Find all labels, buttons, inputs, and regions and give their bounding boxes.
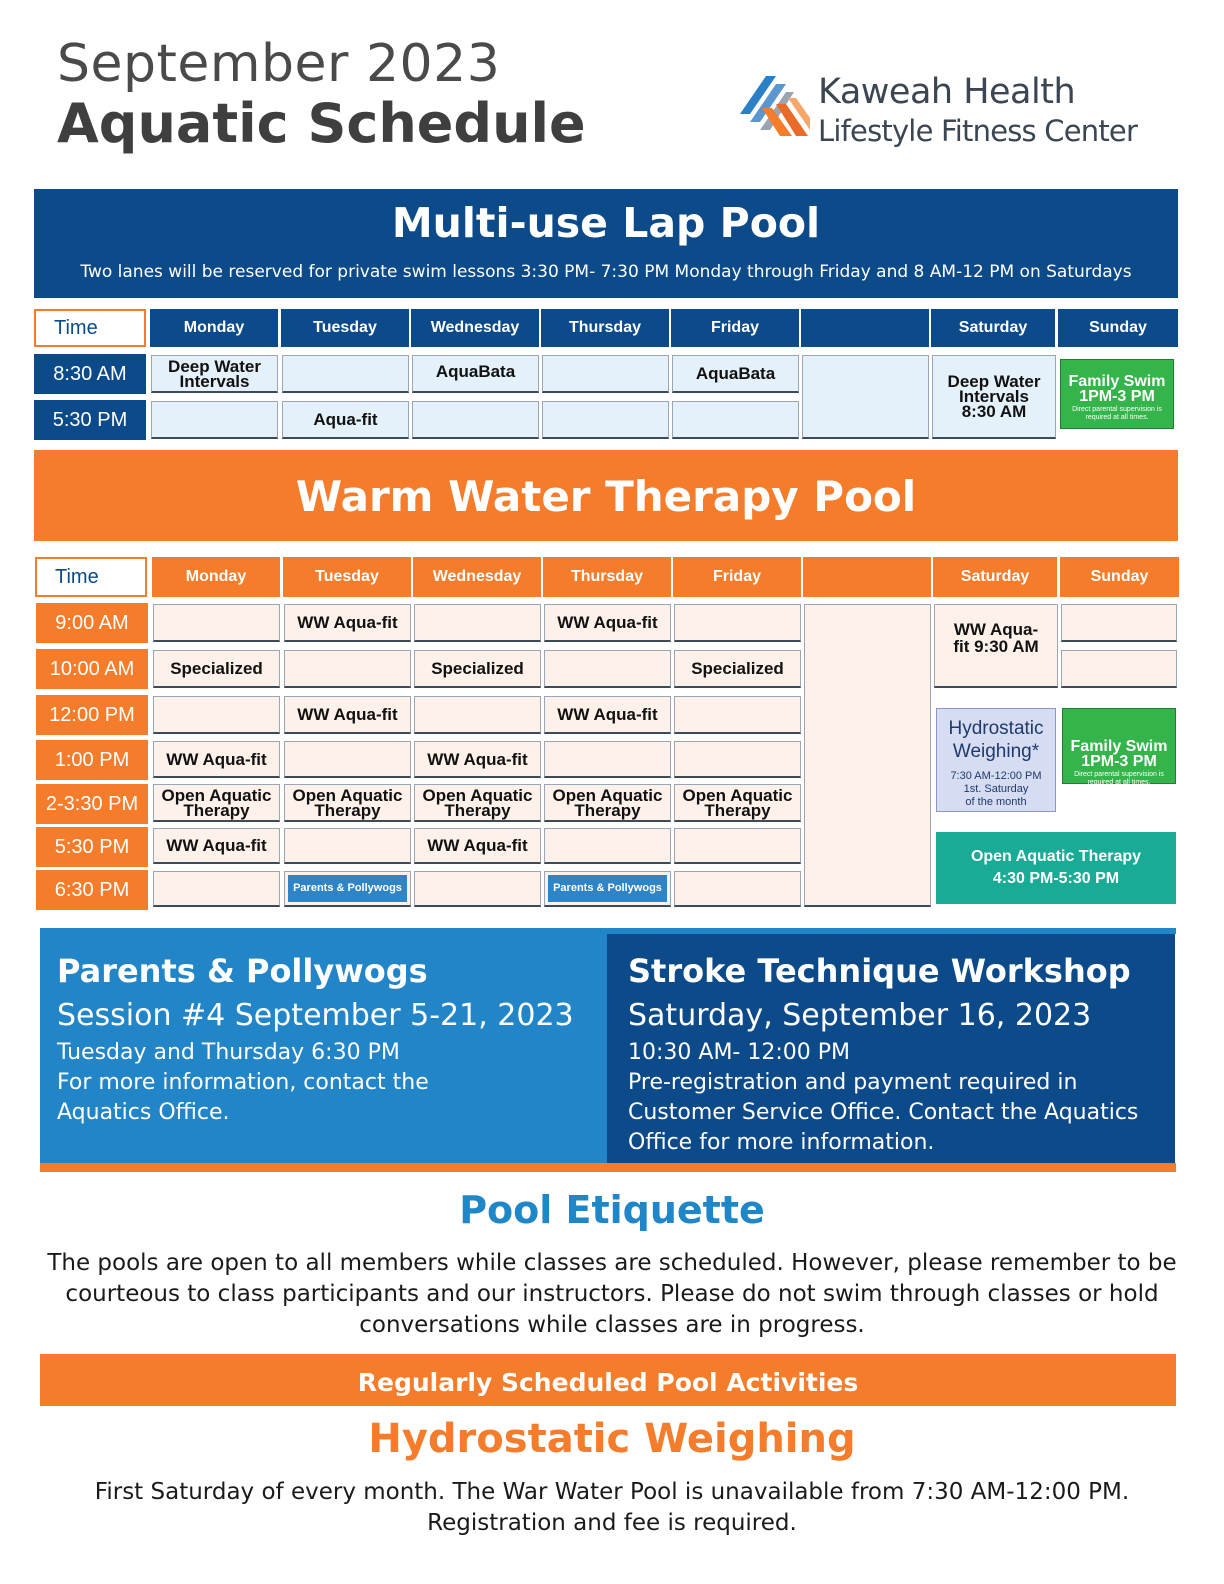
ww-time-2-330pm: 2-3:30 PM (36, 784, 148, 824)
lap-day-wednesday: Wednesday (411, 309, 539, 347)
ww-tue-530 (284, 828, 411, 864)
lap-day-saturday: Saturday (931, 309, 1055, 347)
ww-weekend-open-therapy (936, 832, 1176, 904)
info-bottom-rule (40, 1163, 1176, 1172)
lap-pool-note: Two lanes will be reserved for private swim lessons 3:30 PM- 7:30 PM Monday through Friday and 8 AM-12 PM on Saturdays (80, 262, 1132, 282)
ww-wed-530: WW Aqua-fit (414, 828, 541, 864)
ww-thu-1000 (544, 650, 671, 688)
ww-tue-1200: WW Aqua-fit (284, 696, 411, 734)
ww-time-900am: 9:00 AM (36, 603, 148, 643)
hydrostatic-line1: First Saturday of every month. The War Water Pool is unavailable from 7:30 AM-12:00 PM. (94, 1479, 1130, 1505)
lap-fri-530 (672, 401, 799, 439)
hydro-time: 7:30 AM-12:00 PM (950, 770, 1042, 782)
ww-mon-100: WW Aqua-fit (153, 741, 280, 778)
pollywogs-line1: Tuesday and Thursday 6:30 PM (57, 1040, 400, 1065)
ww-wed-100: WW Aqua-fit (414, 741, 541, 778)
etiquette-line2: courteous to class participants and our instructors. Please do not swim through classes or hold (65, 1281, 1159, 1307)
ww-tue-100 (284, 741, 411, 778)
ww-mon-900 (153, 604, 280, 642)
stroke-workshop-box (607, 934, 1175, 1163)
lap-day-tuesday: Tuesday (281, 309, 409, 347)
ww-saturday-aquafit: WW Aqua-fit 9:30 AM (934, 604, 1058, 688)
ww-mon-200: Open Aquatic Therapy (153, 784, 280, 822)
lap-time-830am: 8:30 AM (34, 354, 146, 394)
ww-fri-100 (674, 741, 801, 778)
ww-saturday-hydrostatic (936, 708, 1056, 812)
family-swim-title: Family Swim 1PM-3 PM (1068, 373, 1166, 405)
etiquette-title: Pool Etiquette (459, 1188, 765, 1232)
etiquette-body (40, 1248, 1184, 1341)
hydro-note: 1st. Saturday of the month (963, 783, 1029, 808)
ww-fri-1200 (674, 696, 801, 734)
ww-wed-1000: Specialized (414, 650, 541, 688)
ww-pool-title: Warm Water Therapy Pool (295, 472, 917, 521)
stroke-line4: Office for more information. (628, 1130, 935, 1155)
hydrostatic-title: Hydrostatic Weighing (368, 1416, 856, 1462)
lap-wed-530 (412, 401, 539, 439)
pollywogs-thu-badge: Parents & Pollywogs (548, 875, 667, 902)
ww-thu-100 (544, 741, 671, 778)
lap-wed-830: AquaBata (412, 355, 539, 393)
ww-mon-530: WW Aqua-fit (153, 828, 280, 864)
pollywogs-title: Parents & Pollywogs (57, 952, 428, 990)
ww-day-tuesday: Tuesday (283, 557, 411, 597)
ww-thu-1200: WW Aqua-fit (544, 696, 671, 734)
ww-tue-630 (284, 871, 411, 907)
lap-day-monday: Monday (150, 309, 278, 347)
oat-time: 4:30 PM-5:30 PM (992, 870, 1120, 887)
stroke-line1: 10:30 AM- 12:00 PM (628, 1040, 850, 1065)
lap-tue-830 (282, 355, 409, 393)
stroke-line3: Customer Service Office. Contact the Aquatics (628, 1100, 1139, 1125)
lap-fri-830: AquaBata (672, 355, 799, 393)
lap-day-friday: Friday (671, 309, 799, 347)
hydro-title: Hydrostatic Weighing* (948, 718, 1044, 762)
ww-wed-630 (414, 871, 541, 907)
ww-thu-200: Open Aquatic Therapy (544, 784, 671, 822)
ww-wed-1200 (414, 696, 541, 734)
lap-sunday-family-swim (1060, 359, 1174, 429)
ww-time-1200pm: 12:00 PM (36, 695, 148, 735)
ww-day-sunday: Sunday (1060, 557, 1179, 597)
lap-pool-title: Multi-use Lap Pool (391, 199, 821, 247)
lap-thu-530 (542, 401, 669, 439)
ww-mon-630 (153, 871, 280, 907)
ww-time-1000am: 10:00 AM (36, 649, 148, 689)
ww-wed-900 (414, 604, 541, 642)
ww-day-blank (803, 557, 931, 597)
ww-family-swim-title: Family Swim 1PM-3 PM (1070, 738, 1168, 770)
ww-fri-200: Open Aquatic Therapy (674, 784, 801, 822)
regular-activities-bar: Regularly Scheduled Pool Activities (40, 1354, 1176, 1406)
lap-day-thursday: Thursday (541, 309, 669, 347)
pollywogs-session: Session #4 September 5-21, 2023 (57, 998, 574, 1033)
title-month: September 2023 (57, 34, 501, 94)
oat-title: Open Aquatic Therapy (970, 848, 1142, 865)
ww-tue-200: Open Aquatic Therapy (284, 784, 411, 822)
pollywogs-box (40, 934, 607, 1163)
lap-thu-830 (542, 355, 669, 393)
lap-time-530pm: 5:30 PM (34, 400, 146, 440)
ww-fri-630 (674, 871, 801, 907)
lap-tue-530: Aqua-fit (282, 401, 409, 439)
ww-sun-1000 (1061, 650, 1177, 688)
ww-mon-1000: Specialized (153, 650, 280, 688)
logo-text-kaweah: Kaweah Health (818, 72, 1076, 112)
stroke-line2: Pre-registration and payment required in (628, 1070, 1078, 1095)
lap-mon-530 (151, 401, 278, 439)
lap-day-blank (801, 309, 929, 347)
ww-fri-530 (674, 828, 801, 864)
lap-blank-column (802, 355, 929, 439)
ww-thu-530 (544, 828, 671, 864)
ww-wed-200: Open Aquatic Therapy (414, 784, 541, 822)
title-schedule: Aquatic Schedule (57, 92, 586, 155)
ww-fri-900 (674, 604, 801, 642)
etiquette-line1: The pools are open to all members while classes are scheduled. However, please remember to be (47, 1250, 1177, 1276)
ww-mon-1200 (153, 696, 280, 734)
ww-thu-630 (544, 871, 671, 907)
ww-day-monday: Monday (152, 557, 280, 597)
hydrostatic-line2: Registration and fee is required. (427, 1510, 797, 1536)
ww-pool-banner (34, 450, 1178, 541)
pollywogs-tue-badge: Parents & Pollywogs (288, 875, 407, 902)
lap-pool-banner (34, 189, 1178, 298)
hydrostatic-body (60, 1477, 1164, 1539)
ww-blank-column (804, 604, 931, 907)
lap-saturday-cell: Deep Water Intervals 8:30 AM (932, 355, 1056, 439)
stroke-date: Saturday, September 16, 2023 (628, 998, 1092, 1033)
ww-tue-900: WW Aqua-fit (284, 604, 411, 642)
ww-day-saturday: Saturday (933, 557, 1057, 597)
ww-time-header: Time (35, 557, 147, 597)
ww-day-friday: Friday (673, 557, 801, 597)
pollywogs-line3: Aquatics Office. (57, 1100, 230, 1125)
stroke-title: Stroke Technique Workshop (628, 952, 1131, 990)
pollywogs-line2: For more information, contact the (57, 1070, 429, 1095)
kaweah-logo-icon (736, 68, 812, 144)
logo-text-lifestyle: Lifestyle Fitness Center (818, 114, 1138, 148)
ww-fri-1000: Specialized (674, 650, 801, 688)
etiquette-line3: conversations while classes are in progress. (359, 1312, 865, 1338)
lap-mon-830: Deep Water Intervals (151, 355, 278, 393)
lap-day-sunday: Sunday (1058, 309, 1178, 347)
ww-time-530pm: 5:30 PM (36, 827, 148, 867)
ww-tue-1000 (284, 650, 411, 688)
lap-time-header: Time (34, 309, 146, 347)
ww-sunday-family-swim (1062, 708, 1176, 784)
ww-thu-900: WW Aqua-fit (544, 604, 671, 642)
family-swim-note: Direct parental supervision is required at all times. (1072, 406, 1162, 421)
ww-day-wednesday: Wednesday (413, 557, 541, 597)
ww-time-100pm: 1:00 PM (36, 740, 148, 780)
ww-family-swim-note: Direct parental supervision is required at all times. (1074, 771, 1164, 786)
ww-sun-900 (1061, 604, 1177, 642)
ww-day-thursday: Thursday (543, 557, 671, 597)
ww-time-630pm: 6:30 PM (36, 870, 148, 910)
